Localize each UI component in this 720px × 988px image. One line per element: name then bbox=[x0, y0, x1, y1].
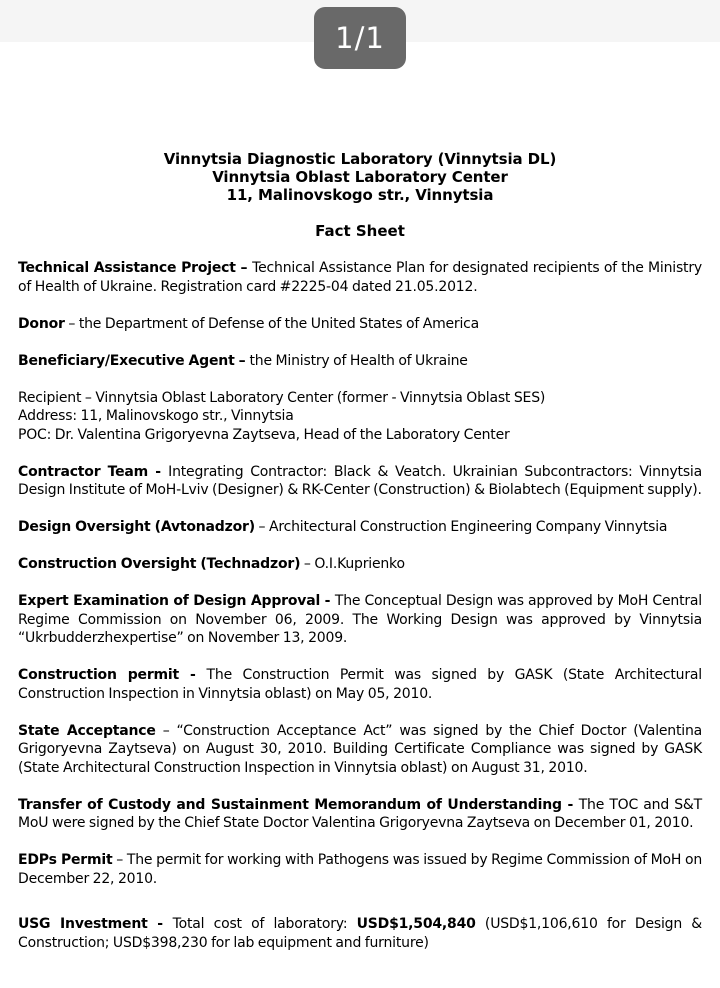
paragraph-run: – The permit for working with Pathogens was issued by Regime Commission of MoH on December 22, 2010. bbox=[18, 852, 702, 887]
paragraph-run-bold: USG Investment - bbox=[18, 916, 173, 932]
page-indicator-label: 1/1 bbox=[335, 20, 385, 55]
paragraph bbox=[18, 796, 702, 833]
paragraph-run: – “Construction Acceptance Act” was signed by the Chief Doctor (Valentina Grigoryevna Zaytseva) on August 30, 2010. Building Certificate Compliance was signed by GASK (State Architectural Construction Inspection in Vinnytsia oblast) on August 31, 2010. bbox=[18, 722, 702, 776]
paragraph-run: Total cost of laboratory: bbox=[172, 916, 357, 932]
paragraph-run: The Conceptual Design was approved by MoH Central Regime Commission on November 06, 2009. The Working Design was approved by Vinnytsia “Ukrbudderzhexpertise” on November 13, 2009. bbox=[18, 593, 702, 646]
document-body bbox=[18, 259, 702, 952]
paragraph-line bbox=[18, 426, 702, 445]
paragraph-run: – the Department of Defense of the United States of America bbox=[64, 315, 480, 332]
paragraph bbox=[18, 518, 702, 537]
paragraph bbox=[18, 592, 702, 648]
page-indicator-badge bbox=[314, 7, 406, 69]
doc-title-line-3: 11, Malinovskogo str., Vinnytsia bbox=[226, 186, 494, 204]
paragraph-run: the Ministry of Health of Ukraine bbox=[249, 352, 468, 369]
paragraph-run: – Architectural Construction Engineering Company Vinnytsia bbox=[254, 519, 668, 535]
paragraph-run-bold: EDPs Permit bbox=[18, 852, 113, 868]
document-header bbox=[18, 150, 702, 204]
paragraph-line bbox=[18, 389, 702, 408]
paragraph-run-bold: Donor bbox=[18, 315, 65, 332]
paragraph bbox=[18, 851, 702, 888]
paragraph bbox=[18, 259, 702, 296]
paragraph bbox=[18, 555, 702, 574]
doc-title-line-1: Vinnytsia Diagnostic Laboratory (Vinnytsia DL) bbox=[163, 150, 557, 168]
paragraph-run: Address: 11, Malinovskogo str., Vinnytsia bbox=[18, 408, 294, 424]
paragraph bbox=[18, 915, 702, 952]
paragraph-run: – O.I.Kuprienko bbox=[300, 556, 405, 572]
doc-title-line-2: Vinnytsia Oblast Laboratory Center bbox=[212, 168, 508, 186]
paragraph-run: The Construction Permit was signed by GASK (State Architectural Construction Inspection in Vinnytsia oblast) on May 05, 2010. bbox=[18, 667, 702, 702]
paragraph bbox=[18, 666, 702, 703]
paragraph-run-bold: Technical Assistance Project – bbox=[18, 260, 253, 276]
paragraph-run-bold: Expert Examination of Design Approval - bbox=[18, 593, 335, 609]
paragraph-line bbox=[18, 407, 702, 426]
paragraph bbox=[18, 352, 702, 371]
paragraph-run: Recipient – Vinnytsia Oblast Laboratory Center (former - Vinnytsia Oblast SES) bbox=[18, 389, 546, 406]
paragraph bbox=[18, 463, 702, 500]
paragraph-run: The TOC and S&T MoU were signed by the Chief State Doctor Valentina Grigoryevna Zaytseva on December 01, 2010. bbox=[18, 796, 702, 831]
paragraph-run-bold: Design Oversight (Avtonadzor) bbox=[18, 519, 255, 535]
paragraph-run: (USD$1,106,610 for Design & Construction; USD$398,230 for lab equipment and furniture) bbox=[18, 916, 702, 951]
paragraph-run-bold: Beneficiary/Executive Agent – bbox=[18, 352, 250, 369]
paragraph-run-bold: Transfer of Custody and Sustainment Memorandum of Understanding - bbox=[18, 796, 579, 813]
doc-subtitle: Fact Sheet bbox=[315, 222, 405, 240]
paragraph-run-bold: USD$1,504,840 bbox=[356, 916, 476, 932]
paragraph bbox=[18, 315, 702, 334]
paragraph-run-bold: State Acceptance bbox=[18, 722, 156, 739]
paragraph-run: POC: Dr. Valentina Grigoryevna Zaytseva, Head of the Laboratory Center bbox=[18, 426, 510, 443]
paragraph-run: Technical Assistance Plan for designated recipients of the Ministry of Health of Ukraine. Registration card #2225-04 dated 21.05.2012. bbox=[18, 260, 702, 295]
paragraph-run-bold: Contractor Team - bbox=[18, 463, 169, 480]
paragraph-run-bold: Construction Oversight (Technadzor) bbox=[18, 556, 301, 572]
paragraph-run: Integrating Contractor: Black & Veatch. Ukrainian Subcontractors: Vinnytsia Design Institute of MoH-Lviv (Designer) & RK-Center (Construction) & Biolabtech (Equipment supply). bbox=[18, 463, 702, 498]
document-page bbox=[0, 42, 720, 952]
paragraph bbox=[18, 722, 702, 778]
paragraph-run-bold: Construction permit - bbox=[18, 667, 207, 683]
paragraph-group bbox=[18, 389, 702, 445]
